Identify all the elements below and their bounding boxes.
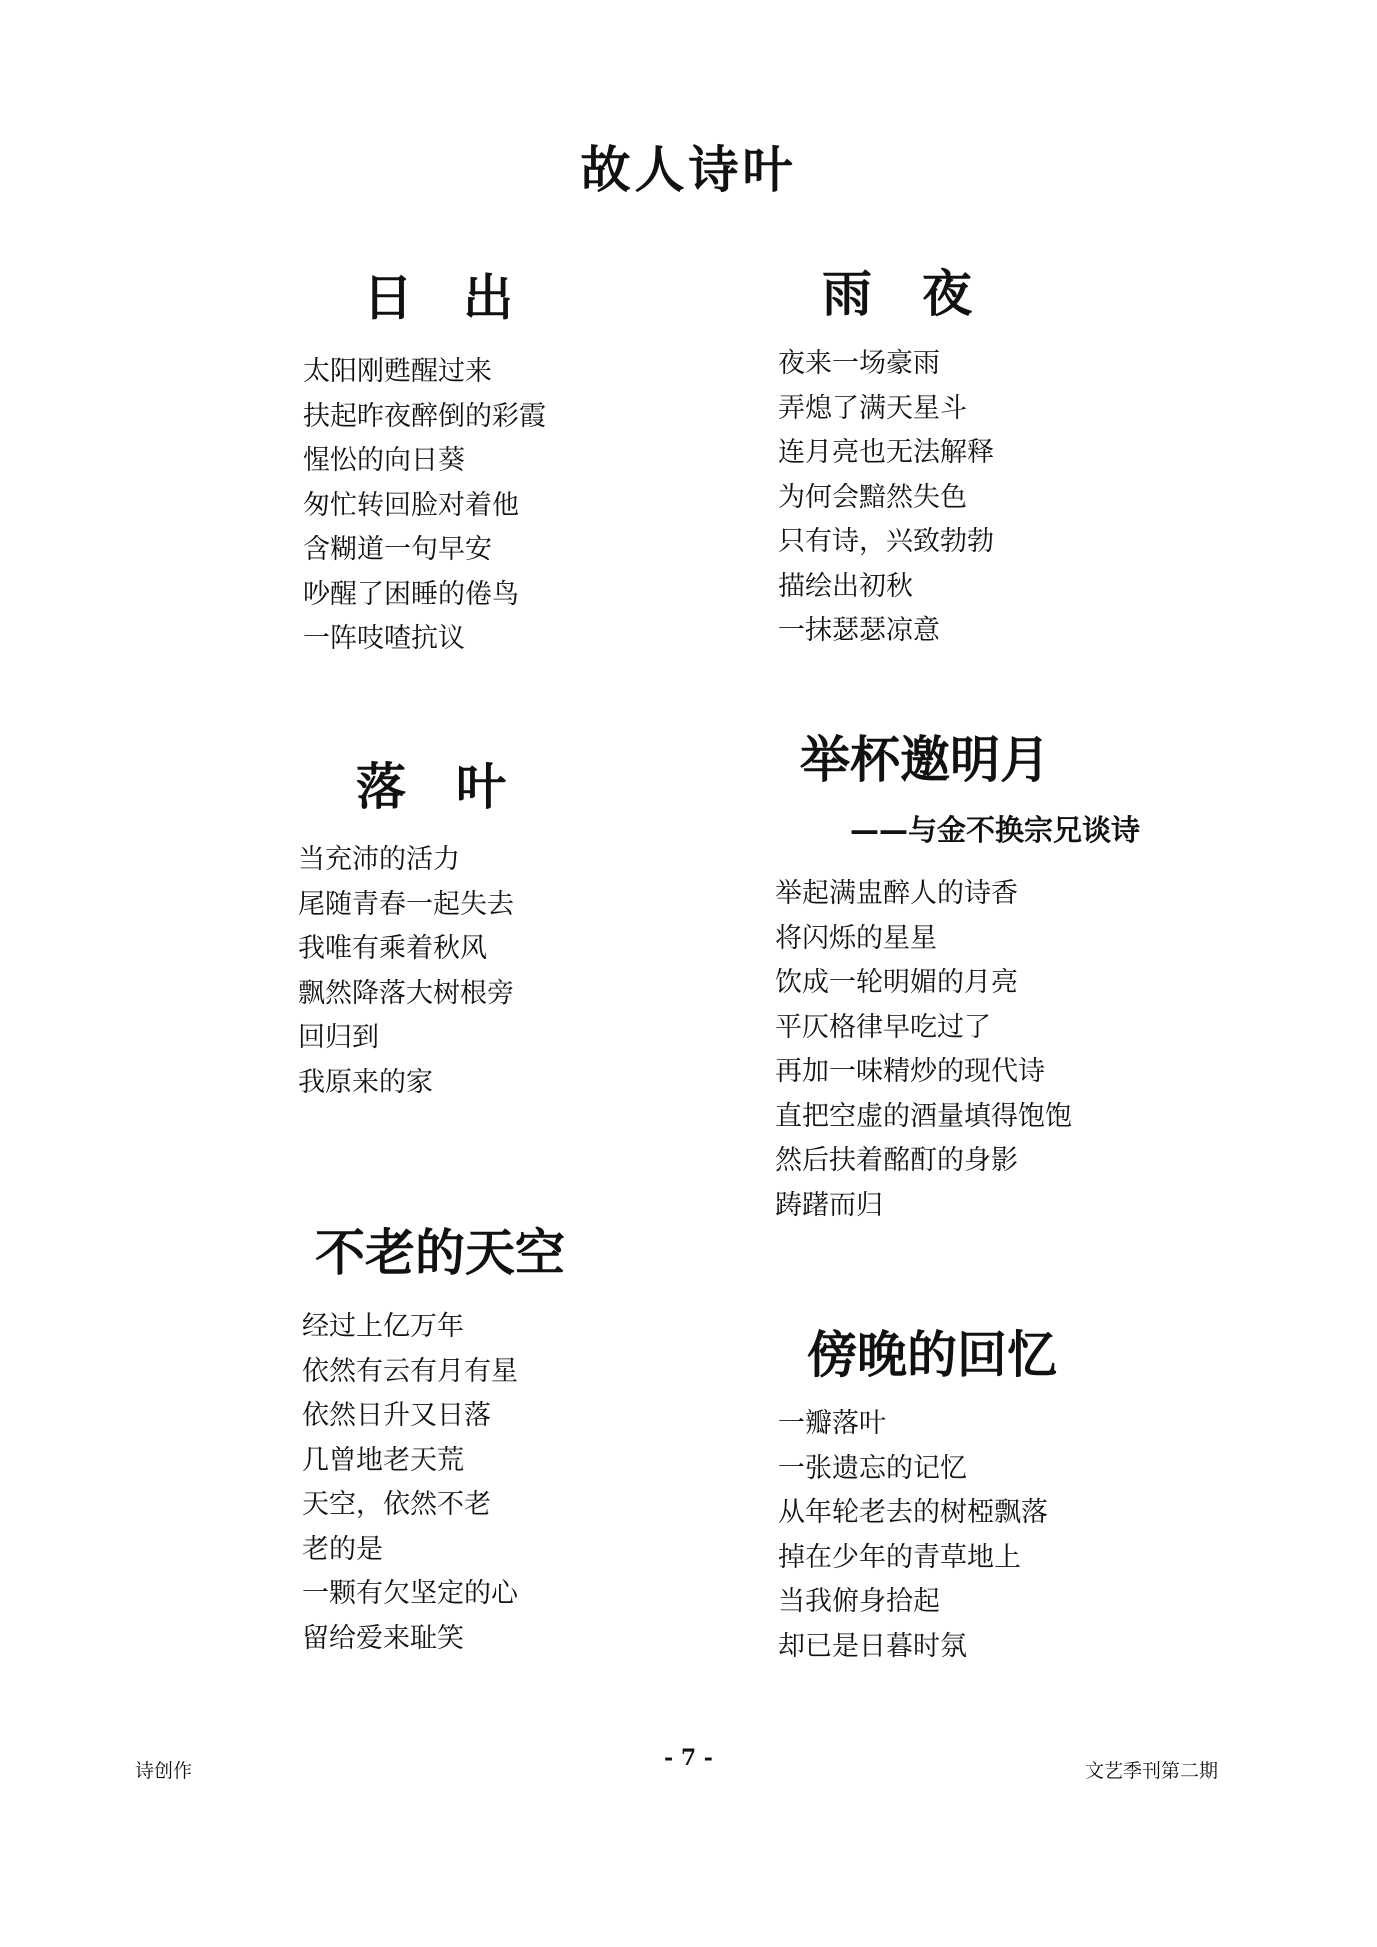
poem-line: 举起满盅醉人的诗香 [775, 878, 1018, 909]
page-title: 故人诗叶 [580, 140, 797, 199]
poem-line: 留给爱来耻笑 [302, 1622, 464, 1654]
poem-line: 含糊道一句早安 [303, 534, 492, 565]
poem-line: 尾随青春一起失去 [298, 888, 514, 920]
poem-line: 掉在少年的青草地上 [778, 1541, 1021, 1573]
poem-line: 却已是日暮时氛 [778, 1630, 967, 1662]
poem-line: 天空，依然不老 [302, 1489, 491, 1520]
poem-line: 平仄格律早吃过了 [775, 1011, 991, 1043]
poem-line: 将闪烁的星星 [775, 922, 937, 954]
poem-line: 直把空虚的酒量填得饱饱 [775, 1100, 1072, 1132]
footer-publication-label: 文艺季刊第二期 [1085, 1760, 1219, 1782]
poem-line: 然后扶着酩酊的身影 [775, 1145, 1018, 1176]
poem-line: 依然有云有月有星 [302, 1355, 518, 1387]
footer-section-label: 诗创作 [135, 1760, 193, 1782]
poem-line: 一抹瑟瑟凉意 [778, 615, 940, 646]
poem-title-sunrise: 日出 [363, 269, 563, 327]
poem-line: 只有诗，兴致勃勃 [778, 526, 994, 557]
poem-line: 踌躇而归 [775, 1189, 883, 1221]
poem-title-dusk-memory: 傍晚的回忆 [807, 1326, 1057, 1384]
page-number: - 7 - [664, 1745, 713, 1771]
poem-line: 扶起昨夜醉倒的彩霞 [303, 400, 546, 432]
poem-line: 几曾地老天荒 [302, 1444, 464, 1476]
poem-line: 再加一味精炒的现代诗 [775, 1056, 1045, 1087]
poem-line: 弄熄了满天星斗 [778, 392, 967, 424]
poem-line: 太阳刚甦醒过来 [303, 356, 492, 387]
poem-title-fallen-leaf: 落叶 [356, 758, 556, 816]
poem-line: 吵醒了困睡的倦鸟 [303, 578, 519, 610]
poem-body-toast-moon [775, 872, 1072, 1228]
poem-line: 一张遗忘的记忆 [778, 1452, 967, 1484]
poem-subtitle-toast-moon: ——与金不换宗兄谈诗 [850, 813, 1141, 847]
poem-line: 从年轮老去的树椏飘落 [778, 1497, 1048, 1528]
poem-line: 一阵吱喳抗议 [303, 623, 465, 654]
poem-line: 我原来的家 [298, 1066, 433, 1098]
poem-line: 连月亮也无法解释 [778, 437, 994, 468]
poem-line: 饮成一轮明媚的月亮 [775, 967, 1018, 998]
poem-line: 一瓣落叶 [778, 1408, 886, 1439]
poem-line: 夜来一场豪雨 [778, 348, 940, 379]
poem-body-sunrise [303, 350, 546, 662]
poem-line: 匆忙转回脸对着他 [303, 489, 519, 521]
poem-title-toast-moon: 举杯邀明月 [800, 731, 1050, 789]
poem-line: 依然日升又日落 [302, 1400, 491, 1431]
poem-line: 为何会黯然失色 [778, 481, 967, 513]
poem-title-rain-night: 雨夜 [822, 265, 1022, 323]
poem-body-dusk-memory [778, 1402, 1048, 1669]
poem-line: 老的是 [302, 1533, 383, 1565]
poem-line: 惺忪的向日葵 [303, 445, 465, 476]
poem-body-ageless-sky [302, 1305, 518, 1661]
poem-title-ageless-sky: 不老的天空 [315, 1224, 565, 1282]
poem-line: 经过上亿万年 [302, 1311, 464, 1342]
poem-line: 当充沛的活力 [298, 844, 460, 875]
poem-line: 当我俯身拾起 [778, 1586, 940, 1617]
poem-body-fallen-leaf [298, 838, 514, 1105]
poem-line: 描绘出初秋 [778, 570, 913, 602]
poem-line: 回归到 [298, 1022, 379, 1053]
poem-line: 一颗有欠坚定的心 [302, 1578, 518, 1609]
poem-line: 飘然降落大树根旁 [298, 977, 514, 1009]
poem-line: 我唯有乘着秋风 [298, 933, 487, 964]
poem-body-rain-night [778, 342, 994, 654]
